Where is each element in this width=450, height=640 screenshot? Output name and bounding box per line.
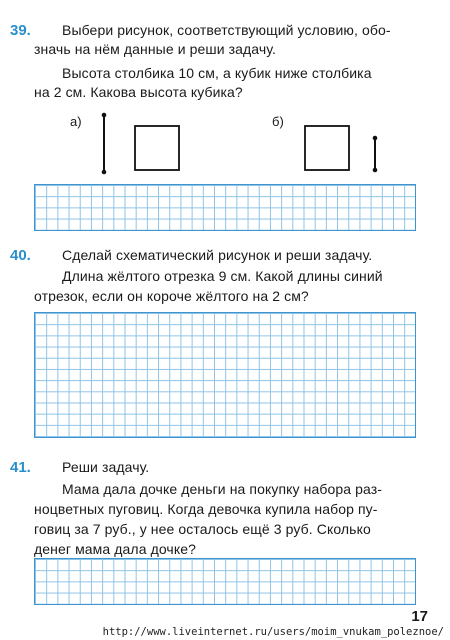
cube-square — [305, 126, 349, 170]
source-url[interactable]: http://www.liveinternet.ru/users/moim_vnukam_poleznoe/ — [102, 626, 444, 638]
column-bottom-point — [102, 170, 107, 175]
page-number: 17 — [411, 608, 428, 625]
answer-grid-41[interactable] — [34, 558, 416, 605]
task-text-line: Сделай схематический рисунок и реши задачу. — [62, 247, 373, 263]
figure-b — [305, 126, 377, 172]
task-number: 39. — [10, 22, 31, 39]
answer-grid-39[interactable] — [34, 184, 416, 231]
column-bottom-point — [373, 168, 378, 173]
column-top-point — [102, 113, 107, 118]
task-text-line: Длина жёлтого отрезка 9 см. Какой длины синий — [62, 268, 383, 284]
task-text-line: на 2 см. Какова высота кубика? — [34, 84, 243, 100]
cube-square — [135, 126, 179, 170]
figure-label-b: б) — [272, 114, 284, 129]
task-number: 40. — [10, 247, 31, 264]
figure-label-a: а) — [70, 114, 82, 129]
task-text-line: Выбери рисунок, соответствующий условию, обо- — [62, 22, 391, 38]
task-text-line: Мама дала дочке деньги на покупку набора раз- — [62, 481, 382, 497]
task-text-line: Реши задачу. — [62, 459, 150, 475]
task-text-line: отрезок, если он короче жёлтого на 2 см? — [34, 288, 309, 304]
task-number: 41. — [10, 459, 31, 476]
answer-grid-40[interactable] — [34, 312, 416, 438]
figure-a — [102, 113, 179, 175]
task-text-line: говиц за 7 руб., у нее осталось ещё 3 руб. Сколько — [34, 521, 371, 537]
task-text-line: ноцветных пуговиц. Когда девочка купила набор пу- — [34, 501, 378, 517]
task-text-line: значь на нём данные и реши задачу. — [34, 41, 276, 57]
column-top-point — [373, 136, 378, 141]
figures-svg — [0, 0, 450, 190]
task-text-line: Высота столбика 10 см, а кубик ниже столбика — [62, 65, 372, 81]
task-text-line: денег мама дала дочке? — [34, 541, 196, 557]
